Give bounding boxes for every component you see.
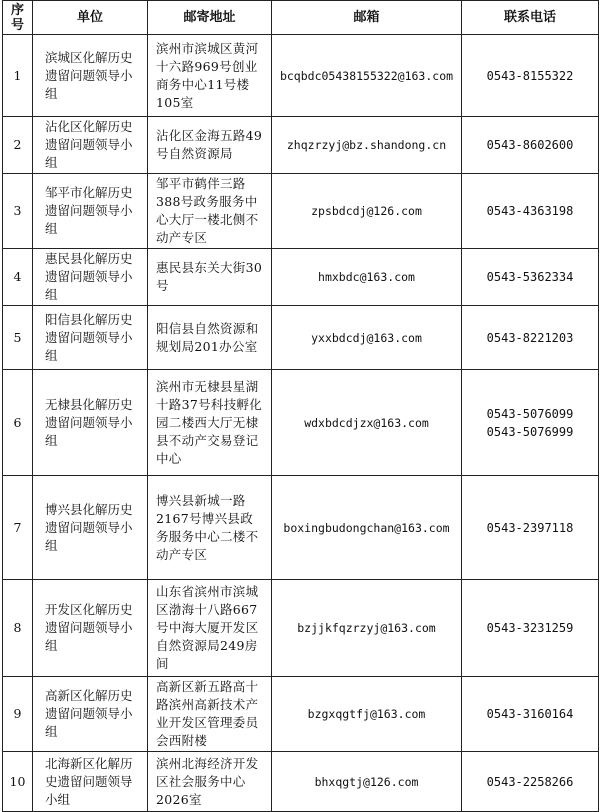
header-row — [3, 1, 599, 35]
header-address: 邮寄地址 — [148, 1, 272, 35]
row-email: yxxbdcdj@163.com — [272, 306, 462, 370]
row-no: 10 — [3, 752, 33, 812]
table-row — [3, 306, 599, 370]
row-phone: 0543-3231259 — [462, 580, 599, 677]
row-phone: 0543-8155322 — [462, 35, 599, 117]
row-unit: 邹平市化解历史遗留问题领导小组 — [33, 174, 148, 249]
header-email: 邮箱 — [272, 1, 462, 35]
table-row — [3, 677, 599, 752]
row-unit: 惠民县化解历史遗留问题领导小组 — [33, 249, 148, 306]
row-address: 沾化区金海五路49号自然资源局 — [148, 117, 272, 174]
table-row — [3, 580, 599, 677]
table-row — [3, 174, 599, 249]
table-row — [3, 752, 599, 812]
row-phone: 0543-2397118 — [462, 476, 599, 580]
row-phone: 0543-4363198 — [462, 174, 599, 249]
row-address: 邹平市鹤伴三路388号政务服务中心大厅一楼北侧不动产专区 — [148, 174, 272, 249]
row-no: 8 — [3, 580, 33, 677]
table-row — [3, 35, 599, 117]
table-row — [3, 117, 599, 174]
header-phone: 联系电话 — [462, 1, 599, 35]
row-phone-primary: 0543-5076099 — [486, 406, 574, 421]
row-email: bzgxqgtfj@163.com — [272, 677, 462, 752]
row-email: wdxbdcdjzx@163.com — [272, 370, 462, 476]
row-unit: 沾化区化解历史遗留问题领导小组 — [33, 117, 148, 174]
row-unit: 高新区化解历史遗留问题领导小组 — [33, 677, 148, 752]
row-phone — [462, 370, 599, 476]
row-address: 山东省滨州市滨城区渤海十八路667号中海大厦开发区自然资源局249房间 — [148, 580, 272, 677]
row-no: 3 — [3, 174, 33, 249]
row-no: 6 — [3, 370, 33, 476]
row-email: zhqzrzyj@bz.shandong.cn — [272, 117, 462, 174]
row-phone: 0543-3160164 — [462, 677, 599, 752]
row-email: boxingbudongchan@163.com — [272, 476, 462, 580]
row-phone-secondary: 0543-5076999 — [486, 424, 574, 439]
row-unit: 博兴县化解历史遗留问题领导小组 — [33, 476, 148, 580]
row-email: hmxbdc@163.com — [272, 249, 462, 306]
row-email: bzjjkfqzrzyj@163.com — [272, 580, 462, 677]
row-unit: 滨城区化解历史遗留问题领导小组 — [33, 35, 148, 117]
row-address: 惠民县东关大街30号 — [148, 249, 272, 306]
row-phone: 0543-8221203 — [462, 306, 599, 370]
row-no: 4 — [3, 249, 33, 306]
row-email: bhxqgtj@126.com — [272, 752, 462, 812]
row-address: 滨州市无棣县星湖十路37号科技孵化园二楼西大厅无棣县不动产交易登记中心 — [148, 370, 272, 476]
header-unit: 单位 — [33, 1, 148, 35]
row-address: 滨州北海经济开发区社会服务中心2026室 — [148, 752, 272, 812]
row-no: 7 — [3, 476, 33, 580]
row-no: 1 — [3, 35, 33, 117]
row-unit: 北海新区化解历史遗留问题领导小组 — [33, 752, 148, 812]
row-phone: 0543-2258266 — [462, 752, 599, 812]
row-phone: 0543-5362334 — [462, 249, 599, 306]
table-row — [3, 249, 599, 306]
row-no: 9 — [3, 677, 33, 752]
row-unit: 阳信县化解历史遗留问题领导小组 — [33, 306, 148, 370]
contact-table — [2, 0, 599, 812]
header-no: 序号 — [3, 1, 33, 35]
row-address: 滨州市滨城区黄河十六路969号创业商务中心11号楼105室 — [148, 35, 272, 117]
table-row — [3, 370, 599, 476]
row-no: 5 — [3, 306, 33, 370]
row-phone: 0543-8602600 — [462, 117, 599, 174]
row-address: 高新区新五路高十路滨州高新技术产业开发区管理委员会西附楼 — [148, 677, 272, 752]
row-address: 阳信县自然资源和规划局201办公室 — [148, 306, 272, 370]
row-no: 2 — [3, 117, 33, 174]
row-email: zpsbdcdj@126.com — [272, 174, 462, 249]
row-email: bcqbdc05438155322@163.com — [272, 35, 462, 117]
row-unit: 无棣县化解历史遗留问题领导小组 — [33, 370, 148, 476]
table-row — [3, 476, 599, 580]
row-unit: 开发区化解历史遗留问题领导小组 — [33, 580, 148, 677]
row-address: 博兴县新城一路2167号博兴县政务服务中心二楼不动产专区 — [148, 476, 272, 580]
